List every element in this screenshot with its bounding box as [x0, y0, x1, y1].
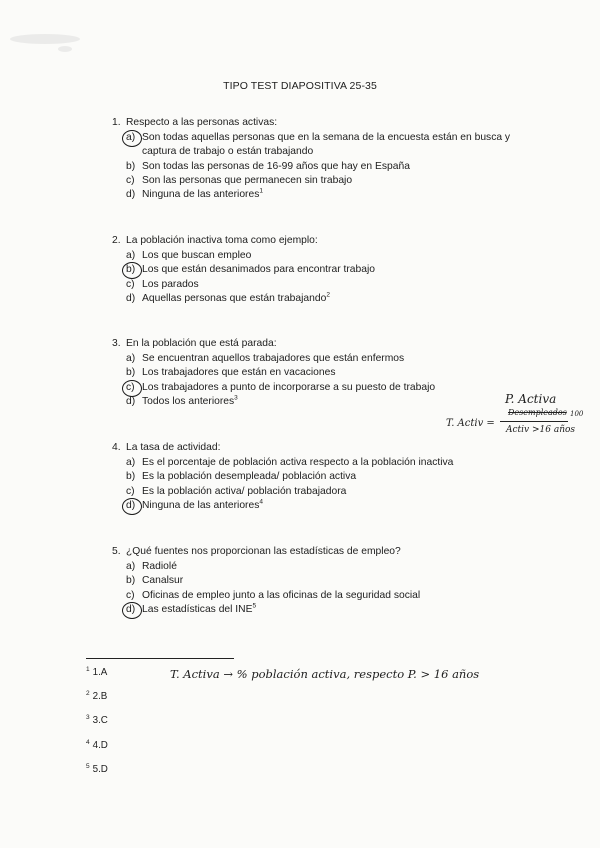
- answer-option: [126, 395, 552, 409]
- option-list: [126, 560, 552, 617]
- option-letter: c): [126, 485, 135, 497]
- answer-option: [126, 160, 552, 174]
- footnote-marker: 4: [86, 738, 90, 746]
- option-letter: c): [126, 278, 135, 290]
- option-list: [126, 249, 552, 306]
- option-text: Los que buscan empleo: [142, 250, 252, 262]
- option-text: Son todas las personas de 16-99 años que hay en España: [142, 160, 410, 172]
- option-letter: b): [126, 367, 136, 379]
- question-2: [112, 234, 552, 306]
- option-text: Se encuentran aquellos trabajadores que están enfermos: [142, 353, 405, 365]
- selected-option-letter: c): [126, 381, 140, 395]
- option-text: Los trabajadores a punto de incorporarse a su puesto de trabajo: [142, 381, 436, 393]
- option-list: [126, 456, 552, 513]
- question-text: En la población que está parada:: [126, 338, 277, 349]
- footnote: [86, 740, 108, 751]
- question-3: [112, 337, 552, 409]
- option-text: Es el porcentaje de población activa respecto a la población inactiva: [142, 457, 454, 469]
- answer-option: [126, 574, 552, 588]
- option-text: Son las personas que permanecen sin trabajo: [142, 174, 353, 186]
- answer-option: [126, 263, 552, 277]
- option-letter: b): [126, 575, 136, 587]
- question-stem: [112, 441, 552, 455]
- answer-option: [126, 560, 552, 574]
- option-letter: a): [126, 457, 136, 469]
- footnote-reference: 4: [259, 498, 263, 506]
- question-5: [112, 545, 552, 617]
- option-letter: d): [126, 292, 136, 304]
- document-title: TIPO TEST DIAPOSITIVA 25-35: [223, 80, 377, 92]
- question-text: La población inactiva toma como ejemplo:: [126, 235, 318, 246]
- footnote-text: 4.D: [92, 740, 108, 751]
- footnote-reference: 5: [252, 602, 257, 610]
- selected-option-letter: d): [126, 499, 140, 513]
- footnote-text: 3.C: [92, 715, 108, 726]
- handwritten-fraction-bar: [500, 421, 568, 422]
- option-letter: a): [126, 353, 136, 365]
- scan-smudge: [10, 34, 80, 44]
- footnote: [86, 764, 108, 775]
- question-stem: [112, 337, 552, 351]
- option-text: Los parados: [142, 278, 199, 290]
- selected-option-letter: a): [126, 131, 140, 145]
- answer-option: [126, 174, 552, 188]
- question-stem: [112, 545, 552, 559]
- handwritten-formula-denominator: Activ >16 años: [506, 425, 576, 435]
- option-text: Radiolé: [142, 561, 177, 573]
- footnote: [86, 715, 108, 726]
- footnote-marker: 2: [86, 689, 90, 697]
- option-text: Todos los anteriores: [142, 395, 235, 407]
- handwritten-formula-numerator: P. Activa: [505, 392, 557, 406]
- option-text: Es la población activa/ población trabajadora: [142, 485, 347, 497]
- option-letter: a): [126, 250, 136, 262]
- answer-option: [126, 470, 552, 484]
- option-list: [126, 352, 552, 409]
- handwritten-formula-label: T. Activ =: [446, 418, 495, 429]
- option-text: Ninguna de las anteriores: [142, 189, 260, 201]
- option-letter: b): [126, 160, 136, 172]
- question-1: [112, 116, 552, 202]
- footnote: [86, 691, 107, 702]
- question-number: 2.: [112, 235, 121, 246]
- footnote-text: 1.A: [92, 667, 108, 678]
- option-text: Canalsur: [142, 575, 184, 587]
- option-list: [126, 131, 552, 202]
- option-text: Aquellas personas que están trabajando: [142, 292, 327, 304]
- selected-option-letter: b): [126, 263, 140, 277]
- option-text: Es la población desempleada/ población activa: [142, 471, 357, 483]
- answer-option: [126, 603, 552, 617]
- footnote: [86, 667, 107, 678]
- footnote-marker: 1: [86, 665, 90, 673]
- answer-option: [126, 381, 552, 395]
- footnote-reference: 1: [259, 187, 263, 195]
- option-text: Son todas aquellas personas que en la semana de la encuesta están en busca y: [142, 132, 511, 144]
- option-letter: d): [126, 395, 136, 407]
- question-number: 4.: [112, 442, 121, 453]
- question-text: Respecto a las personas activas:: [126, 117, 278, 128]
- answer-option: [126, 499, 552, 513]
- question-text: La tasa de actividad:: [126, 442, 221, 453]
- question-text: ¿Qué fuentes nos proporcionan las estadísticas de empleo?: [126, 546, 401, 557]
- answer-option: [126, 292, 552, 306]
- option-letter: a): [126, 561, 136, 573]
- question-stem: [112, 116, 552, 130]
- footnote-reference: 2: [326, 291, 330, 299]
- footnote-text: 2.B: [92, 691, 108, 702]
- handwritten-note: T. Activa → % población activa, respecto P. > 16 años: [170, 667, 480, 681]
- answer-option: [126, 589, 552, 603]
- handwritten-formula-crossed: Desempleados: [508, 408, 567, 417]
- answer-option: [126, 131, 552, 159]
- option-text: Los trabajadores que están en vacaciones: [142, 367, 336, 379]
- question-number: 5.: [112, 546, 121, 557]
- option-text-continued: captura de trabajo o están trabajando: [142, 146, 314, 158]
- footnote-text: 5.D: [92, 764, 108, 775]
- option-letter: d): [126, 189, 136, 201]
- footnote-reference: 3: [234, 394, 238, 402]
- scan-smudge: [58, 46, 72, 52]
- option-letter: c): [126, 174, 135, 186]
- option-text: Oficinas de empleo junto a las oficinas de la seguridad social: [142, 589, 421, 601]
- option-letter: c): [126, 589, 135, 601]
- selected-option-letter: d): [126, 603, 140, 617]
- option-text: Las estadísticas del INE: [142, 603, 253, 615]
- question-4: [112, 441, 552, 513]
- handwritten-formula-factor: 100: [570, 410, 584, 418]
- footnote-marker: 5: [86, 762, 90, 770]
- footnote-marker: 3: [86, 713, 90, 721]
- option-text: Los que están desanimados para encontrar trabajo: [142, 264, 375, 276]
- option-letter: b): [126, 471, 136, 483]
- footnote-separator: [86, 658, 234, 659]
- option-text: Ninguna de las anteriores: [142, 499, 260, 511]
- question-stem: [112, 234, 552, 248]
- question-number: 1.: [112, 117, 121, 128]
- answer-option: [126, 366, 552, 380]
- answer-option: [126, 249, 552, 263]
- answer-option: [126, 278, 552, 292]
- answer-option: [126, 188, 552, 202]
- answer-option: [126, 485, 552, 499]
- answer-option: [126, 456, 552, 470]
- question-number: 3.: [112, 338, 121, 349]
- answer-option: [126, 352, 552, 366]
